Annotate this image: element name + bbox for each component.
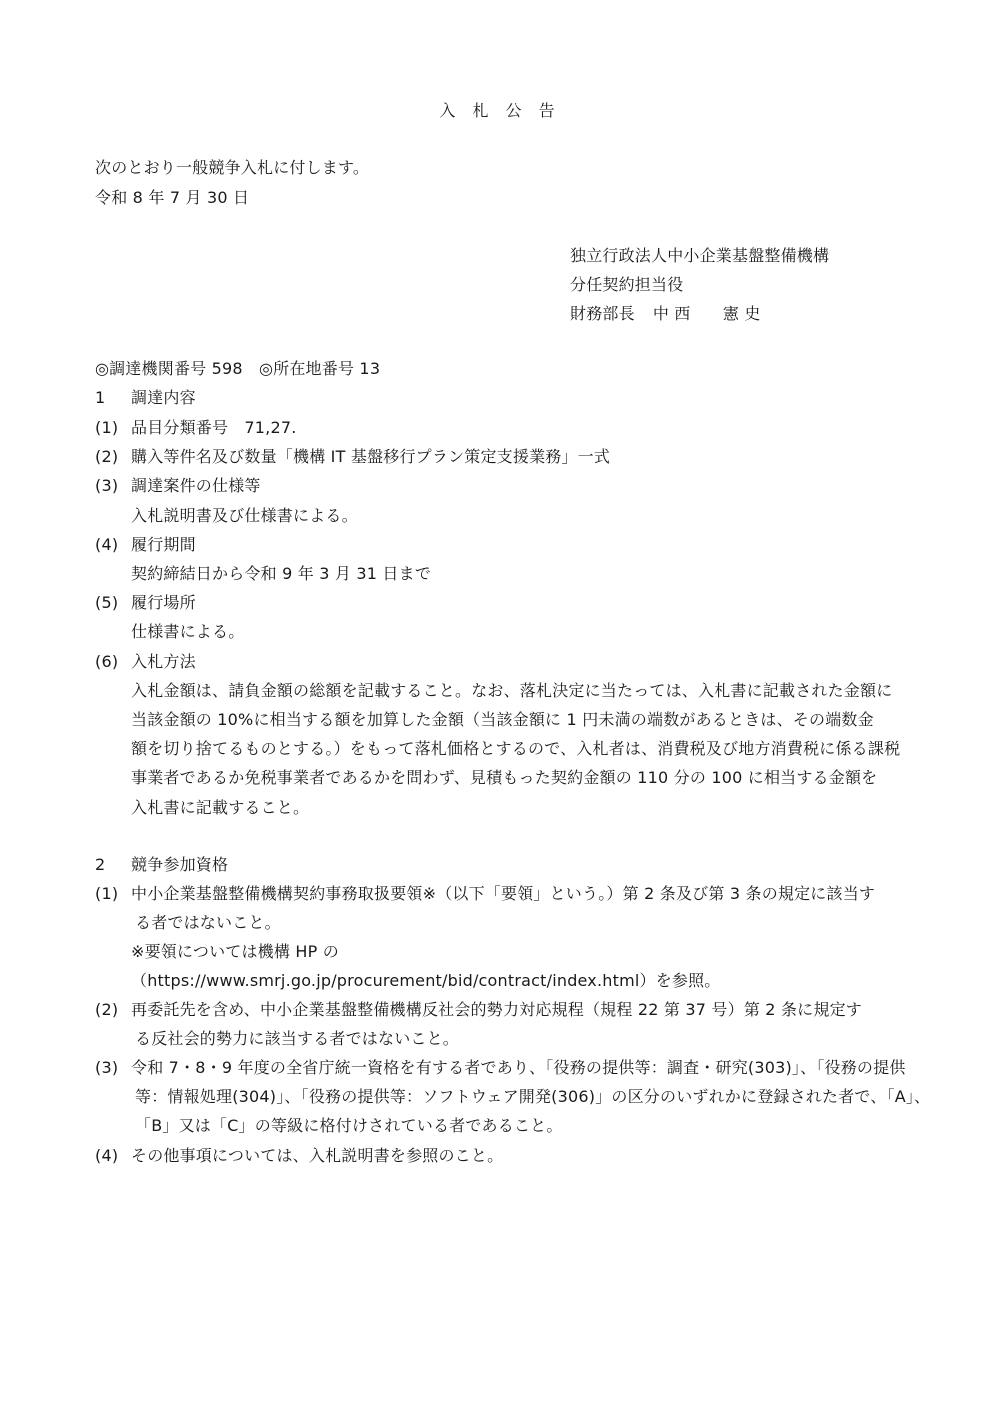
section-title: 調達内容 — [131, 388, 196, 407]
item-text: 品目分類番号 71,27. — [131, 418, 297, 437]
issuer-org: 独立行政法人中小企業基盤整備機構 — [570, 246, 830, 265]
item-2-2-continuation: る反社会的勢力に該当する者ではないこと。 — [135, 1029, 460, 1048]
item-2-2 — [95, 999, 862, 1021]
item-number: (1) — [95, 418, 119, 437]
notice-date: 令和 8 年 7 月 30 日 — [95, 188, 250, 207]
item-1-6-body-line: 入札書に記載すること。 — [131, 798, 310, 817]
procurement-codes: ◎調達機関番号 598 ◎所在地番号 13 — [95, 359, 381, 378]
item-text: その他事項については、入札説明書を参照のこと。 — [131, 1146, 504, 1165]
issuer-position: 財務部長 — [570, 304, 635, 323]
section-number: 1 — [95, 388, 106, 407]
issuer-signature-line — [570, 303, 761, 325]
item-1-1 — [95, 417, 297, 439]
item-1-6-body-line: 入札金額は、請負金額の総額を記載すること。なお、落札決定に当たっては、入札書に記載された金額に — [131, 681, 893, 700]
item-text: 入札方法 — [131, 652, 196, 671]
item-1-5-body: 仕様書による。 — [131, 622, 245, 641]
item-text: 履行期間 — [131, 535, 196, 554]
item-1-6-body-line: 事業者であるか免税事業者であるかを問わず、見積もった契約金額の 110 分の 100 に相当する金額を — [131, 768, 878, 787]
item-text: 履行場所 — [131, 593, 196, 612]
item-1-2 — [95, 446, 610, 468]
item-text: 購入等件名及び数量「機構 IT 基盤移行プラン策定支援業務」一式 — [131, 447, 611, 466]
item-number: (4) — [95, 535, 119, 554]
section-2-heading — [95, 854, 228, 876]
section-number: 2 — [95, 855, 106, 874]
item-text: 中小企業基盤整備機構契約事務取扱要領※（以下「要領」という。）第 2 条及び第 3 条の規定に該当す — [131, 884, 876, 903]
section-title: 競争参加資格 — [131, 855, 229, 874]
item-2-3-continuation: 等：情報処理(304)」、「役務の提供等：ソフトウェア開発(306)」の区分のいずれかに登録された者で、「A」、 — [135, 1087, 931, 1106]
item-number: (4) — [95, 1146, 119, 1165]
item-number: (2) — [95, 447, 119, 466]
item-text: 令和 7・8・9 年度の全省庁統一資格を有する者であり、「役務の提供等：調査・研究(303)」、「役務の提供 — [131, 1058, 906, 1077]
item-2-3 — [95, 1057, 906, 1079]
intro-text: 次のとおり一般競争入札に付します。 — [95, 158, 370, 177]
item-2-4 — [95, 1145, 503, 1167]
item-number: (1) — [95, 884, 119, 903]
issuer-role: 分任契約担当役 — [570, 275, 684, 294]
item-number: (6) — [95, 652, 119, 671]
item-1-6 — [95, 651, 196, 673]
item-2-1 — [95, 883, 875, 905]
item-1-6-body-line: 額を切り捨てるものとする。）をもって落札価格とするので、入札者は、消費税及び地方消費税に係る課税 — [131, 739, 901, 758]
document-title: 入 札 公 告 — [439, 101, 561, 120]
issuer-name: 中 西 憲 史 — [652, 304, 761, 323]
item-number: (5) — [95, 593, 119, 612]
item-1-5 — [95, 592, 196, 614]
item-2-3-continuation: 「B」又は「C」の等級に格付けされている者であること。 — [135, 1116, 563, 1135]
item-number: (3) — [95, 476, 119, 495]
item-number: (3) — [95, 1058, 119, 1077]
item-number: (2) — [95, 1000, 119, 1019]
item-1-4-body: 契約締結日から令和 9 年 3 月 31 日まで — [131, 564, 432, 583]
item-1-6-body-line: 当該金額の 10%に相当する額を加算した金額（当該金額に 1 円未満の端数があるときは、その端数金 — [131, 710, 874, 729]
section-1-heading — [95, 387, 196, 409]
item-text: 調達案件の仕様等 — [131, 476, 261, 495]
item-2-1-note: ※要領については機構 HP の — [131, 942, 339, 961]
item-2-1-note-url: （https://www.smrj.go.jp/procurement/bid/contract/index.html）を参照。 — [131, 971, 721, 990]
item-1-3-body: 入札説明書及び仕様書による。 — [131, 506, 358, 525]
item-2-1-continuation: る者ではないこと。 — [135, 913, 281, 932]
item-1-3 — [95, 475, 261, 497]
item-text: 再委託先を含め、中小企業基盤整備機構反社会的勢力対応規程（規程 22 第 37 号）第 2 条に規定す — [131, 1000, 862, 1019]
item-1-4 — [95, 534, 196, 556]
